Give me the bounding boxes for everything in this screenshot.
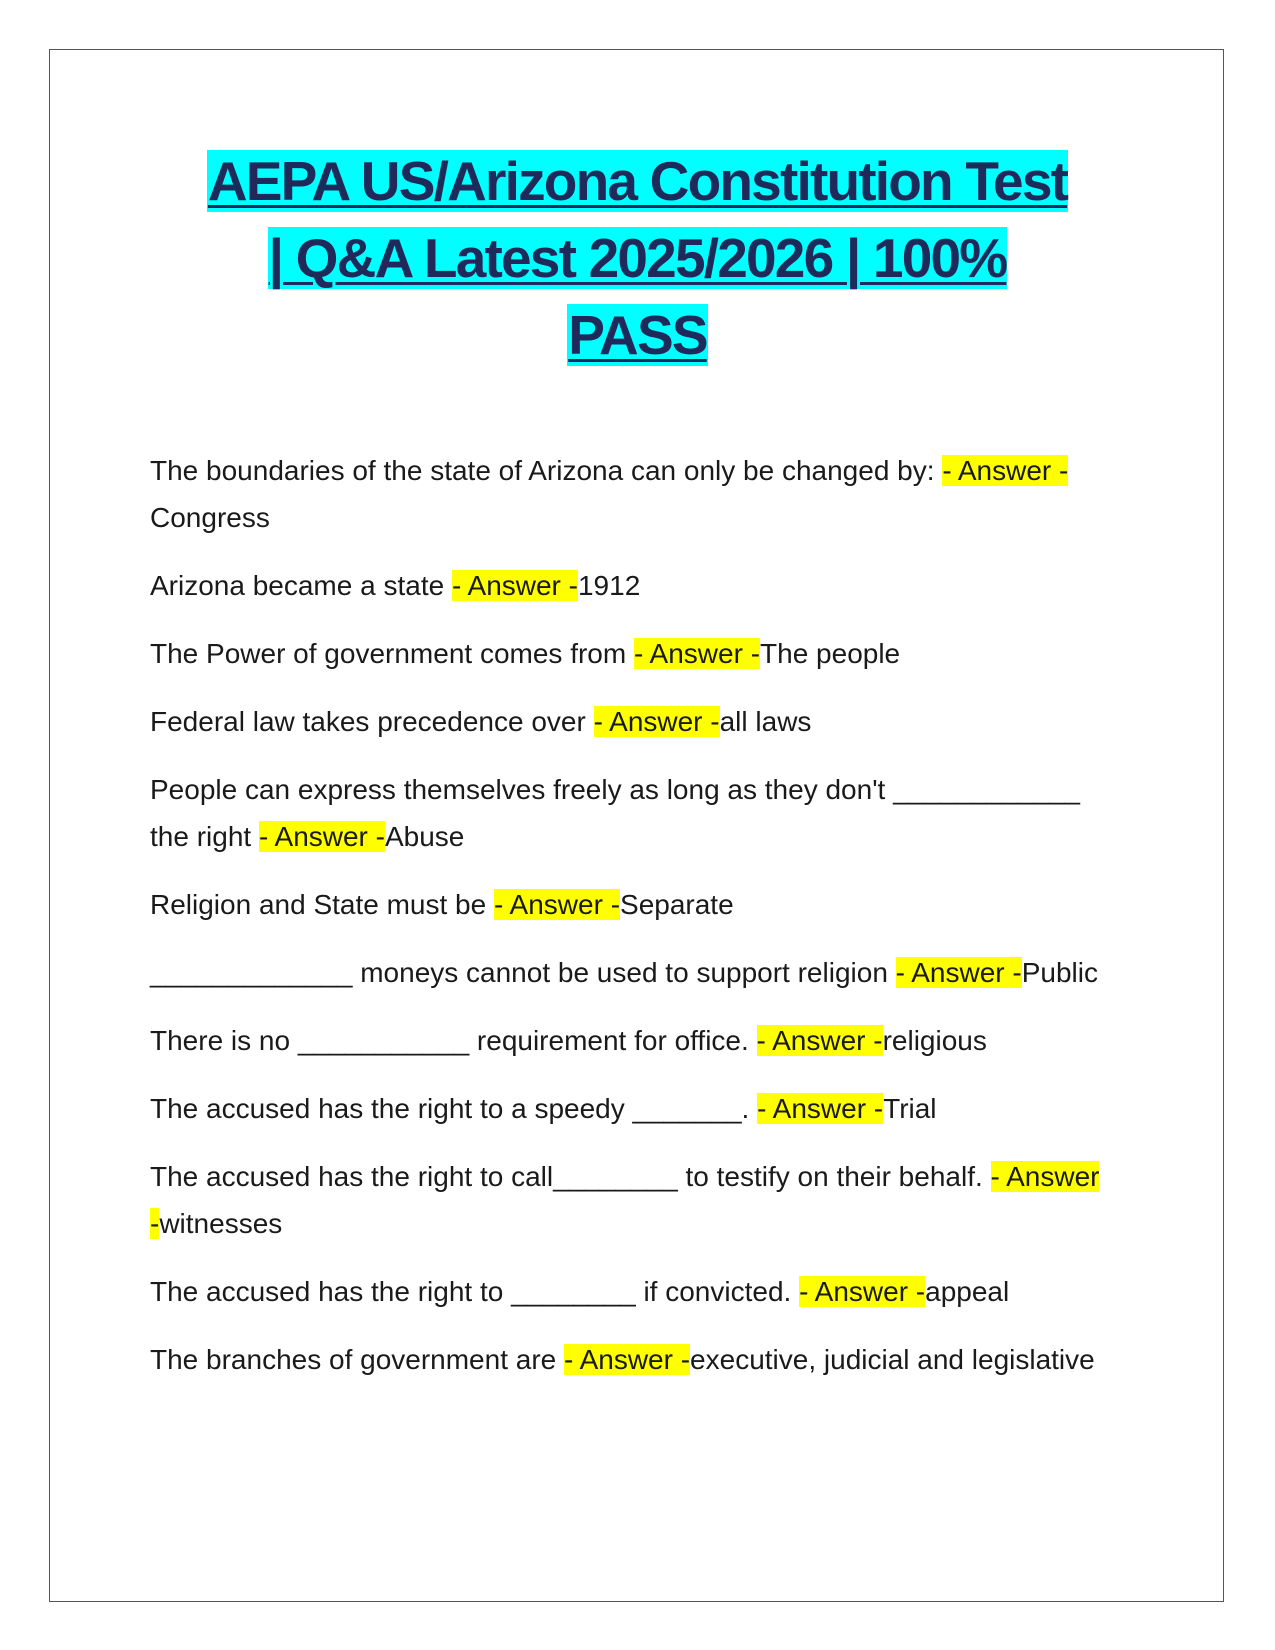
qa-item (150, 766, 1110, 860)
document-title (100, 148, 1175, 379)
question-text: The boundaries of the state of Arizona can only be changed by: (150, 455, 943, 486)
answer-text: Separate (620, 889, 734, 920)
title-line-3: PASS (568, 304, 707, 366)
answer-text: appeal (925, 1276, 1010, 1307)
answer-marker: - Answer - (564, 1344, 691, 1375)
qa-item (150, 1085, 1110, 1132)
question-text: The Power of government comes from (150, 638, 634, 669)
question-text: _____________ moneys cannot be used to support religion (150, 957, 896, 988)
answer-text: religious (882, 1025, 987, 1056)
qa-item (150, 630, 1110, 677)
qa-item (150, 1153, 1110, 1247)
qa-item (150, 949, 1110, 996)
question-text: The accused has the right to a speedy _______. (150, 1093, 758, 1124)
answer-text: Trial (883, 1093, 937, 1124)
answer-marker: - Answer - (493, 889, 621, 920)
answer-text: 1912 (577, 570, 641, 601)
qa-item (150, 881, 1110, 928)
qa-item (150, 447, 1110, 541)
question-text: People can express themselves freely as long as they don't ____________ the right (150, 774, 1080, 852)
answer-marker: - Answer - (150, 1161, 1100, 1239)
qa-item (150, 1017, 1110, 1064)
qa-item (150, 562, 1110, 609)
qa-item (150, 1336, 1110, 1383)
answer-text: The people (760, 638, 901, 669)
answer-text: executive, judicial and legislative (690, 1344, 1095, 1375)
answer-marker: - Answer - (757, 1093, 884, 1124)
question-text: Arizona became a state (150, 570, 452, 601)
question-text: The accused has the right to ________ if convicted. (150, 1276, 800, 1307)
answer-marker: - Answer - (451, 570, 578, 601)
answer-text: witnesses (159, 1208, 283, 1239)
qa-item (150, 698, 1110, 745)
answer-marker: - Answer - (942, 455, 1069, 486)
answer-marker: - Answer - (593, 706, 720, 737)
answer-marker: - Answer - (756, 1025, 883, 1056)
title-line-1: AEPA US/Arizona Constitution Test (207, 150, 1068, 212)
answer-text: all laws (719, 706, 812, 737)
answer-marker: - Answer - (799, 1276, 926, 1307)
question-text: There is no ___________ requirement for office. (150, 1025, 757, 1056)
answer-text: Public (1021, 957, 1098, 988)
qa-list (150, 447, 1110, 1404)
answer-text: Congress (150, 502, 270, 533)
answer-marker: - Answer - (633, 638, 761, 669)
question-text: Religion and State must be (150, 889, 494, 920)
question-text: Federal law takes precedence over (150, 706, 594, 737)
qa-item (150, 1268, 1110, 1315)
answer-marker: - Answer - (258, 821, 385, 852)
title-line-2: | Q&A Latest 2025/2026 | 100% (268, 227, 1007, 289)
answer-marker: - Answer - (895, 957, 1022, 988)
answer-text: Abuse (384, 821, 465, 852)
question-text: The accused has the right to call________ to testify on their behalf. (150, 1161, 991, 1192)
question-text: The branches of government are (150, 1344, 565, 1375)
